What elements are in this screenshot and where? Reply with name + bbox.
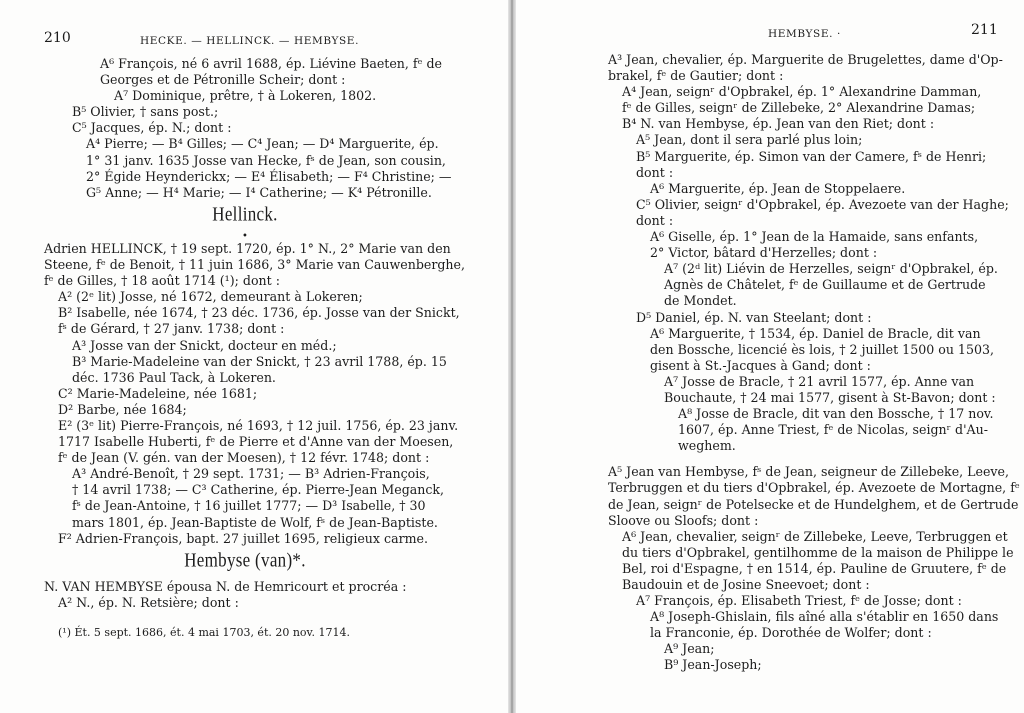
text-line: C⁵ Olivier, seignʳ d'Opbrakel, ép. Avezoete van der Haghe; [636, 196, 1009, 212]
text-line: A³ Jean, chevalier, ép. Marguerite de Brugelettes, dame d'Op- [608, 52, 1003, 67]
text-line: F² Adrien-François, bapt. 27 juillet 1695, religieux carme. [58, 530, 428, 546]
text-line: A² N., ép. N. Retsière; dont : [58, 594, 239, 610]
text-line: A⁶ Giselle, ép. 1° Jean de la Hamaide, sans enfants, [650, 229, 979, 245]
entry-block-hecke [44, 56, 452, 201]
text-line: brakel, fᵉ de Gautier; dont : [608, 68, 784, 84]
text-line: A⁷ Josse de Bracle, † 21 avril 1577, ép. Anne van [664, 373, 975, 389]
text-line: du tiers d'Opbrakel, gentilhomme de la maison de Philippe le [622, 544, 1014, 560]
right-page-number: 211 [971, 22, 998, 38]
text-line: C² Marie-Madeleine, née 1681; [58, 385, 258, 401]
text-line: D² Barbe, née 1684; [58, 401, 187, 417]
text-line: A⁷ François, ép. Elisabeth Triest, fᵉ de Josse; dont : [636, 593, 962, 609]
text-line: 2° Victor, bâtard d'Herzelles; dont : [650, 245, 878, 261]
text-line: 1° 31 janv. 1635 Josse van Hecke, fˢ de Jean, son cousin, [86, 152, 446, 168]
text-line: fᵉ de Gilles, † 18 août 1714 (¹); dont : [44, 273, 280, 289]
text-line: A⁶ François, né 6 avril 1688, ép. Liévine Baeten, fᵉ de [100, 56, 442, 71]
text-line: den Bossche, licencié ès lois, † 2 juillet 1500 ou 1503, [650, 341, 994, 357]
text-line: A⁶ Jean, chevalier, seignʳ de Zillebeke, Leeve, Terbruggen et [622, 528, 1008, 544]
text-line: déc. 1736 Paul Tack, à Lokeren. [72, 369, 276, 385]
left-page-number: 210 [44, 30, 71, 46]
text-line: A⁸ Joseph-Ghislain, fils aîné alla s'établir en 1650 dans [650, 609, 999, 625]
text-line: A⁵ Jean van Hembyse, fˢ de Jean, seigneur de Zillebeke, Leeve, [608, 464, 1009, 480]
entry-block-hembyse-cont [608, 52, 1009, 454]
text-line: C⁵ Jacques, ép. N.; dont : [72, 120, 232, 136]
text-line: fˢ de Jean-Antoine, † 16 juillet 1777; — D³ Isabelle, † 30 [72, 498, 426, 514]
text-line: de Mondet. [664, 293, 737, 309]
text-line: B³ Marie-Madeleine van der Snickt, † 23 avril 1788, ép. 15 [72, 353, 447, 369]
text-line: B⁵ Marguerite, ép. Simon van der Camere, fˢ de Henri; [636, 148, 987, 164]
paragraph-gap [608, 454, 1006, 464]
text-line: B⁵ Olivier, † sans post.; [72, 104, 219, 120]
text-line: fᵉ de Jean (V. gén. van der Moesen), † 12 févr. 1748; dont : [58, 450, 430, 466]
text-line: A³ André-Benoît, † 29 sept. 1731; — B³ Adrien-François, [72, 466, 430, 482]
text-line: de Jean, seignʳ de Potelsecke et de Hundelghem, et de Gertrude [608, 496, 1019, 512]
left-page-body [44, 56, 465, 641]
text-line: 1607, ép. Anne Triest, fᵉ de Nicolas, seignʳ d'Au- [678, 422, 989, 438]
text-line: Bouchaute, † 24 mai 1577, gisent à St-Bavon; dont : [664, 389, 996, 405]
text-line: B⁴ N. van Hembyse, ép. Jean van den Riet; dont : [622, 116, 935, 132]
text-line: fˢ de Gérard, † 27 janv. 1738; dont : [58, 321, 285, 337]
right-page-body [608, 52, 1020, 674]
text-line: la Franconie, ép. Dorothée de Wolfer; dont : [650, 625, 932, 641]
text-line: Georges et de Pétronille Scheir; dont : [100, 72, 346, 88]
footnote: (¹) Ét. 5 sept. 1686, ét. 4 mai 1703, ét. 20 nov. 1714. [58, 626, 350, 639]
entry-block-hembyse [44, 579, 446, 611]
entry-block-jean-van-hembyse [608, 464, 1020, 673]
text-line: 2° Égide Heynderickx; — E⁴ Élisabeth; — F⁴ Christine; — [86, 168, 452, 184]
text-line: A³ Josse van der Snickt, docteur en méd.; [72, 337, 337, 353]
text-line: G⁵ Anne; — H⁴ Marie; — I⁴ Catherine; — K⁴ Pétronille. [86, 184, 432, 200]
text-line: A⁵ Jean, dont il sera parlé plus loin; [636, 132, 863, 148]
text-line: † 14 avril 1738; — C³ Catherine, ép. Pierre-Jean Meganck, [72, 482, 445, 498]
text-line: D⁵ Daniel, ép. N. van Steelant; dont : [636, 309, 872, 325]
text-line: 1717 Isabelle Huberti, fᵉ de Pierre et d'Anne van der Moesen, [58, 434, 454, 450]
text-line: N. VAN HEMBYSE épousa N. de Hemricourt et procréa : [44, 578, 407, 594]
text-line: B⁹ Jean-Joseph; [664, 657, 762, 673]
right-running-title: HEMBYSE. · [768, 28, 841, 40]
section-title-hembyse: Hembyse (van)*. [184, 549, 306, 572]
text-line: B² Isabelle, née 1674, † 23 déc. 1736, ép. Josse van der Snickt, [58, 305, 460, 321]
text-line: Adrien HELLINCK, † 19 sept. 1720, ép. 1° N., 2° Marie van den [44, 240, 451, 256]
text-line: A⁷ (2ᵈ lit) Liévin de Herzelles, seignʳ d'Opbrakel, ép. [664, 261, 998, 277]
text-line: A⁷ Dominique, prêtre, † à Lokeren, 1802. [114, 88, 377, 104]
text-line: Bel, roi d'Espagne, † en 1514, ép. Pauline de Gruutere, fᵉ de [622, 560, 1007, 576]
text-line: A⁴ Pierre; — B⁴ Gilles; — C⁴ Jean; — D⁴ Marguerite, ép. [86, 136, 439, 152]
text-line: A² (2ᵉ lit) Josse, né 1672, demeurant à Lokeren; [58, 289, 363, 305]
section-title-hellinck: Hellinck. [212, 203, 278, 226]
left-page [0, 0, 508, 713]
text-line: Terbruggen et du tiers d'Opbrakel, ép. Avezoete de Mortagne, fᵉ [608, 480, 1020, 496]
right-page [516, 0, 1024, 713]
text-line: A⁶ Marguerite, ép. Jean de Stoppelaere. [650, 180, 906, 196]
text-line: Sloove ou Sloofs; dont : [608, 512, 759, 528]
ornament-dot: • [242, 230, 248, 242]
entry-block-hellinck [44, 240, 465, 547]
text-line: A⁴ Jean, seignʳ d'Opbrakel, ép. 1° Alexandrine Damman, [622, 84, 982, 100]
text-line: A⁶ Marguerite, † 1534, ép. Daniel de Bracle, dit van [650, 325, 981, 341]
text-line: Agnès de Châtelet, fᵉ de Guillaume et de Gertrude [664, 277, 986, 293]
left-running-title: HECKE. — HELLINCK. — HEMBYSE. [140, 35, 360, 47]
text-line: dont : [636, 212, 674, 228]
text-line: weghem. [678, 438, 736, 454]
text-line: Baudouin et de Josine Sneevoet; dont : [622, 577, 870, 592]
text-line: A⁹ Jean; [664, 641, 715, 657]
text-line: gisent à St.-Jacques à Gand; dont : [650, 357, 871, 373]
text-line: E² (3ᵉ lit) Pierre-François, né 1693, † 12 juil. 1756, ép. 23 janv. [58, 417, 459, 433]
text-line: A⁸ Josse de Bracle, dit van den Bossche, † 17 nov. [678, 406, 994, 422]
text-line: mars 1801, ép. Jean-Baptiste de Wolf, fˢ de Jean-Baptiste. [72, 514, 438, 530]
text-line: fᵉ de Gilles, seignʳ de Zillebeke, 2° Alexandrine Damas; [622, 100, 976, 116]
text-line: Steene, fᵉ de Benoit, † 11 juin 1686, 3° Marie van Cauwenberghe, [44, 257, 465, 273]
book-gutter [508, 0, 516, 713]
text-line: dont : [636, 164, 674, 180]
